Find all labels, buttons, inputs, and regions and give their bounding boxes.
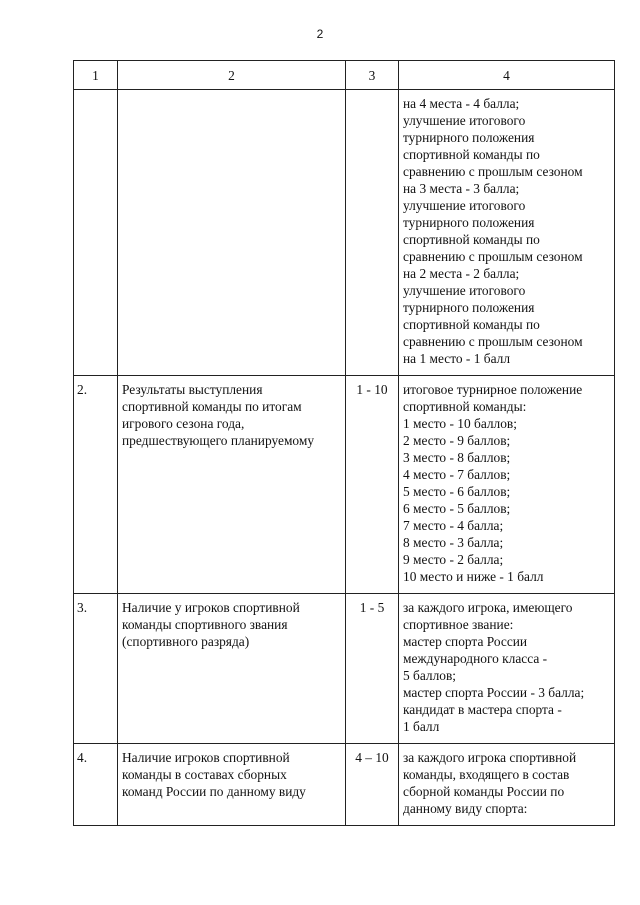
criterion-text: Наличие у игроков спортивной команды спортивного звания (спортивного разряда) [118,594,346,744]
points-description: на 4 места - 4 балла; улучшение итогового турнирного положения спортивной команды по сравнению с прошлым сезоном на 3 места - 3 балла; улучшение итогового турнирного положения спортивной команды по сравнению с прошлым сезоном на 2 места - 2 балла; улучшение итогового турнирного положения спортивной команды по сравнению с прошлым сезоном на 1 место - 1 балл [399,90,615,376]
score-range: 1 - 5 [346,594,399,744]
criterion-text: Результаты выступления спортивной команды по итогам игрового сезона года, предшествующего планируемому [118,376,346,594]
score-range: 4 – 10 [346,744,399,826]
score-range: 1 - 10 [346,376,399,594]
column-header-2: 2 [118,61,346,90]
row-number: 3. [74,594,118,744]
row-number: 4. [74,744,118,826]
points-description: итоговое турнирное положение спортивной команды: 1 место - 10 баллов; 2 место - 9 баллов; 3 место - 8 баллов; 4 место - 7 баллов; 5 место - 6 баллов; 6 место - 5 баллов; 7 место - 4 балла; 8 место - 3 балла; 9 место - 2 балла; 10 место и ниже - 1 балл [399,376,615,594]
row-number: 2. [74,376,118,594]
table-row [74,376,615,594]
column-header-3: 3 [346,61,399,90]
row-number [74,90,118,376]
criterion-text: Наличие игроков спортивной команды в составах сборных команд России по данному виду [118,744,346,826]
score-range [346,90,399,376]
table-header-row [74,61,615,90]
criterion-text [118,90,346,376]
criteria-table [73,60,615,826]
page-number: 2 [316,27,324,41]
table-row [74,594,615,744]
points-description: за каждого игрока, имеющего спортивное звание: мастер спорта России международного класса - 5 баллов; мастер спорта России - 3 балла; кандидат в мастера спорта - 1 балл [399,594,615,744]
column-header-1: 1 [74,61,118,90]
points-description: за каждого игрока спортивной команды, входящего в состав сборной команды России по данному виду спорта: [399,744,615,826]
table-row [74,90,615,376]
table-row [74,744,615,826]
column-header-4: 4 [399,61,615,90]
